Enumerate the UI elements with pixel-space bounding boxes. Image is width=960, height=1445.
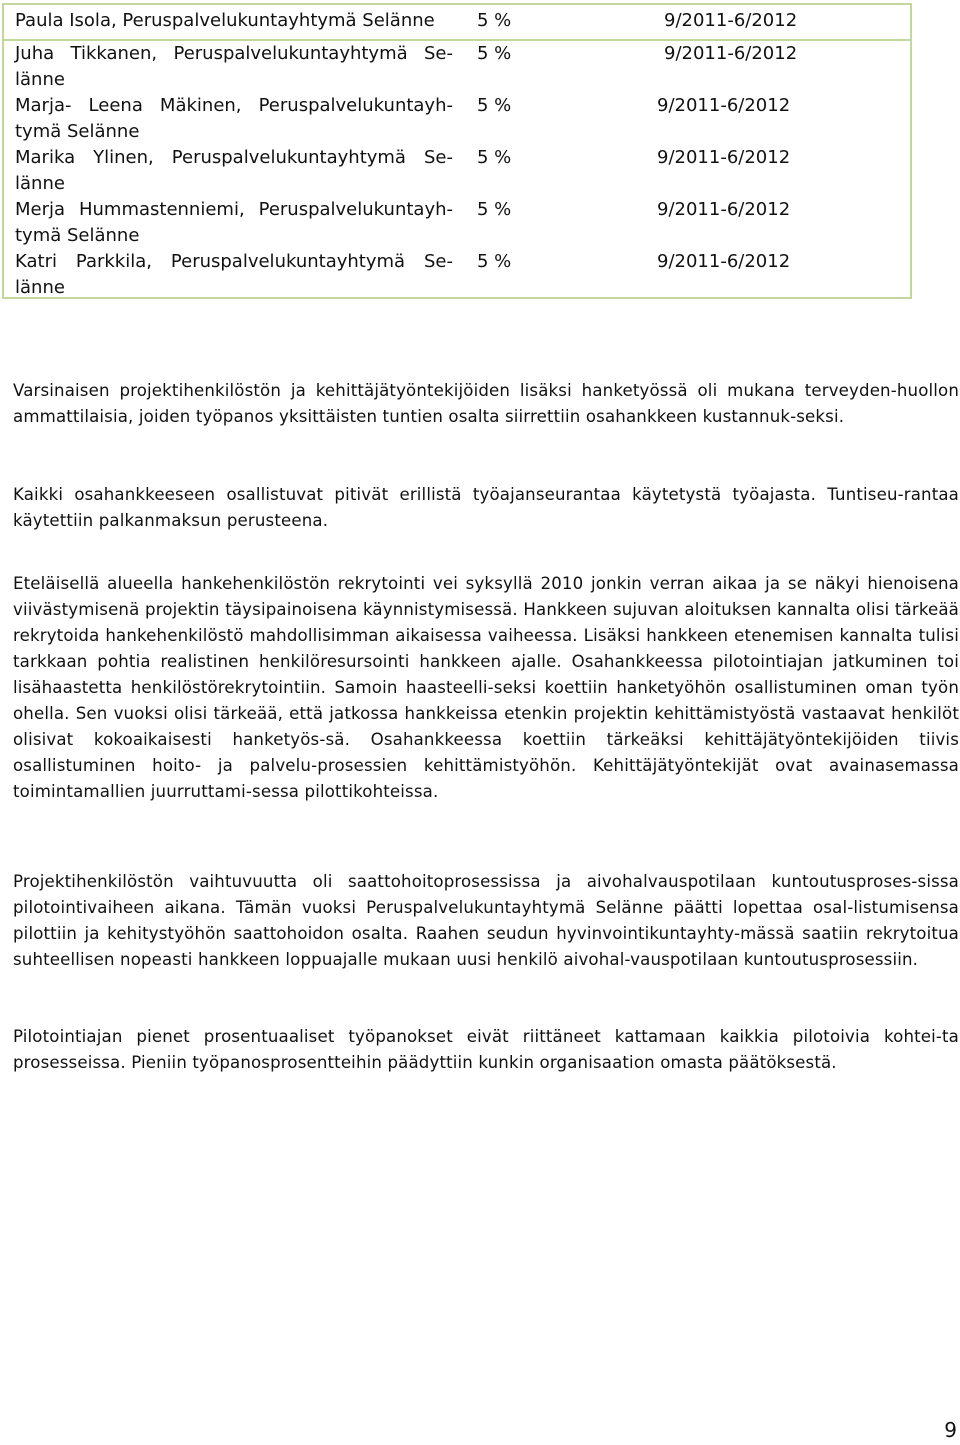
staff-name: Marja- Leena Mäkinen, Peruspalvelukuntayh-tymä Selänne: [15, 95, 453, 142]
paragraph-recruitment: Eteläisellä alueella hankehenkilöstön rekrytointi vei syksyllä 2010 jonkin verran aikaa ja se näkyi hienoisena viivästymisenä projektin täysipainoisena käynnistymisessä. Hankkeen sujuvan aloituksen kannalta olisi tärkeää rekrytoida hankehenkilöstö mahdollisimman aikaisessa vaiheessa. Lisäksi hankkeen etenemisen kannalta tulisi tarkkaan pohtia realistinen henkilöresursointi hankkeen ajalle. Osahankkeessa pilotointiajan jatkuminen toi lisähaastetta henkilöstörekrytointiin. Samoin haasteelli-seksi koettiin hanketyöhön osallistuminen oman työn ohella. Sen vuoksi olisi tärkeää, että jatkossa hankkeissa etenkin projektin kehittämistyöstä vastaavat henkilöt olisivat kokoaikaisesti hanketyös-sä. Osahankkeessa koettiin tärkeäksi kehittäjätyöntekijöiden tiivis osallistuminen hoito- ja palvelu-prosessien kehittämistyöhön. Kehittäjätyöntekijät ovat avainasemassa toimintamallien juurruttami-sessa pilottikohteissa.: [13, 574, 959, 801]
staff-name: Juha Tikkanen, Peruspalvelukuntayhtymä Se-länne: [15, 43, 453, 90]
staff-name: Katri Parkkila, Peruspalvelukuntayhtymä Se-länne: [15, 251, 453, 298]
page-number: 9: [944, 1418, 957, 1442]
work-percentage: 5 %: [477, 147, 512, 168]
staff-name: Marika Ylinen, Peruspalvelukuntayhtymä Se-länne: [15, 147, 453, 194]
work-period: 9/2011-6/2012: [664, 43, 798, 64]
work-period: 9/2011-6/2012: [657, 147, 791, 168]
work-percentage: 5 %: [477, 95, 512, 116]
paragraph-staff-turnover: Projektihenkilöstön vaihtuvuutta oli saattohoitoprosessissa ja aivohalvauspotilaan kuntoutusproses-sissa pilotointivaiheen aikana. Tämän vuoksi Peruspalvelukuntayhtymä Selänne päätti lopettaa osal-listumisensa pilottiin ja kehitystyöhön saattohoidon osalta. Raahen seudun hyvinvointikuntayhty-mässä saatiin rekrytoitua suhteellisen nopeasti hankkeen loppuajalle mukaan uusi henkilö aivohal-vauspotilaan kuntoutusprosessiin.: [13, 872, 959, 969]
staff-name: Merja Hummastenniemi, Peruspalvelukuntayh-tymä Selänne: [15, 199, 453, 246]
work-percentage: 5 %: [477, 251, 512, 272]
work-percentage: 5 %: [477, 10, 512, 31]
staff-table: [2, 3, 912, 299]
paragraph-project-staff: Varsinaisen projektihenkilöstön ja kehittäjätyöntekijöiden lisäksi hanketyössä oli mukana terveyden-huollon ammattilaisia, joiden työpanos yksittäisten tuntien osalta siirrettiin osahankkeen kustannuk-seksi.: [13, 381, 959, 426]
paragraph-time-tracking: Kaikki osahankkeeseen osallistuvat pitivät erillistä työajanseurantaa käytetystä työajasta. Tuntiseu-rantaa käytettiin palkanmaksun perusteena.: [13, 485, 959, 530]
work-percentage: 5 %: [477, 43, 512, 64]
staff-name: Paula Isola, Peruspalvelukuntayhtymä Selänne: [15, 10, 435, 31]
paragraph-work-contribution: Pilotointiajan pienet prosentuaaliset työpanokset eivät riittäneet kattamaan kaikkia pilotoivia kohtei-ta prosesseissa. Pieniin työpanosprosentteihin päädyttiin kunkin organisaation omasta päätöksestä.: [13, 1027, 959, 1072]
work-period: 9/2011-6/2012: [657, 199, 791, 220]
work-period: 9/2011-6/2012: [657, 95, 791, 116]
work-percentage: 5 %: [477, 199, 512, 220]
work-period: 9/2011-6/2012: [664, 10, 798, 31]
work-period: 9/2011-6/2012: [657, 251, 791, 272]
